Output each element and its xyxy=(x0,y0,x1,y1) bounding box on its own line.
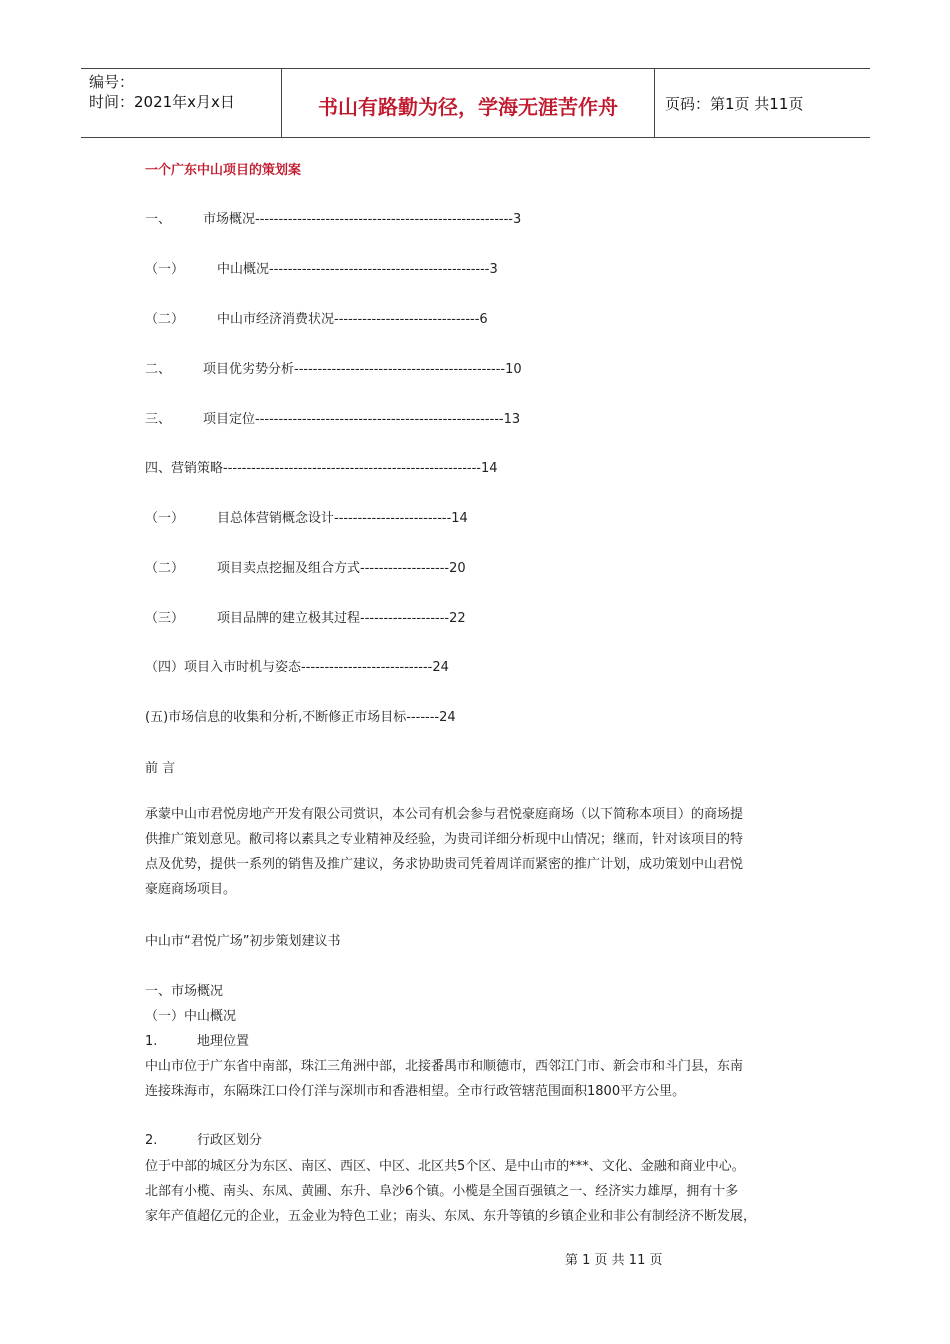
district-paragraph xyxy=(145,1154,815,1229)
toc-label: 项目卖点挖掘及组合方式-------------------20 xyxy=(217,561,466,576)
toc-entry xyxy=(145,561,645,577)
toc-entry xyxy=(145,461,645,477)
toc-label: (五)市场信息的收集和分析,不断修正市场目标-------24 xyxy=(145,710,456,725)
preface-heading: 前 言 xyxy=(145,761,176,776)
header-motto: 书山有路勤为径，学海无涯苦作舟 xyxy=(318,95,618,119)
proposal-title: 中山市“君悦广场”初步策划建议书 xyxy=(145,934,341,949)
toc-number: 三、 xyxy=(145,412,172,427)
toc-number: （二） xyxy=(145,561,185,576)
toc-label: 项目优劣势分析---------------------------------------------10 xyxy=(203,362,522,377)
item-label: 行政区划分 xyxy=(197,1133,263,1148)
toc-label: 项目定位-----------------------------------------------------13 xyxy=(203,412,521,427)
toc-entry xyxy=(145,412,645,428)
paragraph-line: 点及优势，提供一系列的销售及推广建议，务求协助贵司凭着周详而紧密的推广计划，成功策划中山君悦 xyxy=(145,857,744,872)
subsection-heading: （一）中山概况 xyxy=(145,1009,237,1024)
item-number: 2. xyxy=(145,1133,158,1148)
toc-number: （一） xyxy=(145,511,185,526)
paragraph-line: 家年产值超亿元的企业，五金业为特色工业；南头、东凤、东升等镇的乡镇企业和非公有制经济不断发展， xyxy=(145,1209,757,1224)
paragraph-line: 中山市位于广东省中南部，珠江三角洲中部，北接番禺市和顺德市，西邻江门市、新会市和斗门县，东南 xyxy=(145,1059,744,1074)
toc-label: 项目品牌的建立极其过程-------------------22 xyxy=(217,611,466,626)
toc-label: （四）项目入市时机与姿态----------------------------24 xyxy=(145,660,449,675)
header-divider xyxy=(654,69,655,137)
toc-number: （一） xyxy=(145,262,185,277)
date-label: 时间：2021年x月x日 xyxy=(89,93,235,111)
geography-paragraph xyxy=(145,1054,815,1104)
toc-label: 目总体营销概念设计-------------------------14 xyxy=(217,511,468,526)
toc-entry xyxy=(145,312,645,328)
paragraph-line: 供推广策划意见。敝司将以素具之专业精神及经验，为贵司详细分析现中山情况；继而，针对该项目的特 xyxy=(145,832,744,847)
toc-entry xyxy=(145,511,645,527)
toc-entry xyxy=(145,362,645,378)
paragraph-line: 连接珠海市，东隔珠江口伶仃洋与深圳市和香港相望。全市行政管辖范围面积1800平方公里。 xyxy=(145,1084,686,1099)
item-number: 1. xyxy=(145,1034,158,1049)
document-title: 一个广东中山项目的策划案 xyxy=(145,163,302,178)
paragraph-line: 北部有小榄、南头、东凤、黄圃、东升、阜沙6个镇。小榄是全国百强镇之一、经济实力雄厚，拥有十多 xyxy=(145,1184,739,1199)
paragraph-line: 位于中部的城区分为东区、南区、西区、中区、北区共5个区、是中山市的***、文化、金融和商业中心。 xyxy=(145,1159,745,1174)
numbered-item-heading xyxy=(145,1034,445,1050)
toc-label: 市场概况-------------------------------------------------------3 xyxy=(203,212,522,227)
preface-paragraph xyxy=(145,802,815,902)
paragraph-line: 豪庭商场项目。 xyxy=(145,882,237,897)
toc-label: 四、营销策略-------------------------------------------------------14 xyxy=(145,461,498,476)
toc-label: 中山概况-----------------------------------------------3 xyxy=(217,262,498,277)
toc-number: 一、 xyxy=(145,212,172,227)
toc-number: （二） xyxy=(145,312,185,327)
toc-entry xyxy=(145,710,645,726)
item-label: 地理位置 xyxy=(197,1034,250,1049)
toc-number: 二、 xyxy=(145,362,172,377)
numbered-item-heading xyxy=(145,1133,445,1149)
toc-number: （三） xyxy=(145,611,185,626)
toc-label: 中山市经济消费状况-------------------------------6 xyxy=(217,312,488,327)
document-header xyxy=(81,68,870,138)
toc-entry xyxy=(145,262,645,278)
serial-number-label: 编号： xyxy=(89,73,135,91)
section-heading: 一、市场概况 xyxy=(145,984,224,999)
header-page-number: 页码：第1页 共11页 xyxy=(665,95,804,113)
toc-entry xyxy=(145,611,645,627)
toc-entry xyxy=(145,660,645,676)
paragraph-line: 承蒙中山市君悦房地产开发有限公司赏识，本公司有机会参与君悦豪庭商场（以下简称本项目）的商场提 xyxy=(145,807,744,822)
page-footer: 第 1 页 共 11 页 xyxy=(565,1253,663,1268)
toc-entry xyxy=(145,212,645,228)
